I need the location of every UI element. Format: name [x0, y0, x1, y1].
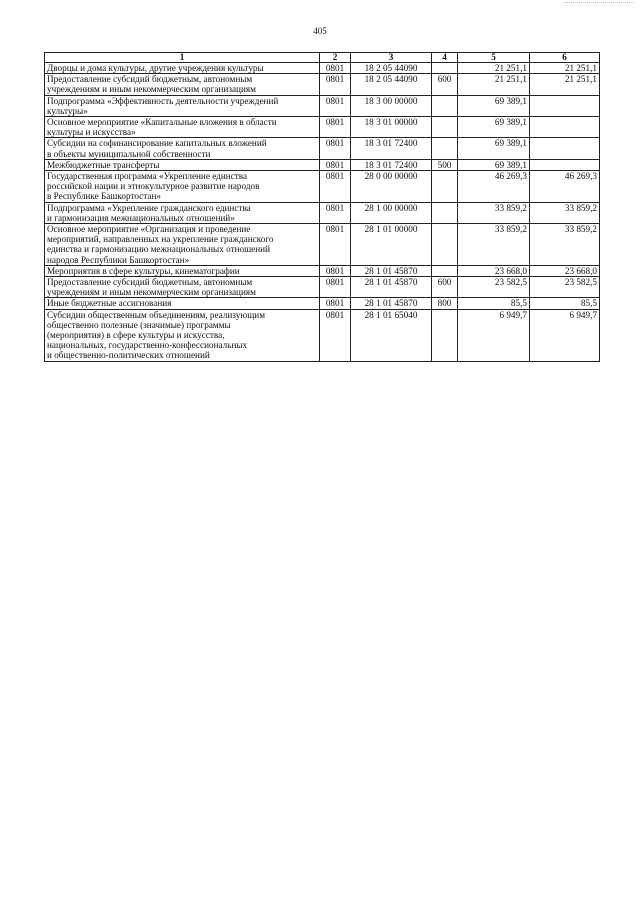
row-expense-type — [432, 224, 458, 266]
row-sum-col5: 21 251,1 — [458, 63, 530, 74]
row-expense-type — [432, 63, 458, 74]
row-expense-type — [432, 265, 458, 276]
row-target-code: 28 1 01 45870 — [351, 277, 432, 298]
row-name: Межбюджетные трансферты — [45, 159, 320, 170]
row-sum-col5: 33 859,2 — [458, 202, 530, 223]
row-sum-col6: 33 859,2 — [530, 202, 600, 223]
row-expense-type — [432, 138, 458, 159]
row-expense-type — [432, 202, 458, 223]
row-section-code: 0801 — [320, 298, 351, 309]
page-number: 405 — [313, 26, 327, 36]
row-expense-type: 600 — [432, 74, 458, 95]
row-name: Субсидии на софинансирование капитальных вложений в объекты муниципальной собственности — [45, 138, 320, 159]
row-section-code: 0801 — [320, 117, 351, 138]
table-body — [45, 63, 600, 362]
table-row — [45, 309, 600, 361]
row-sum-col5: 46 269,3 — [458, 171, 530, 203]
row-target-code: 18 3 00 00000 — [351, 95, 432, 116]
row-sum-col5: 6 949,7 — [458, 309, 530, 361]
row-name: Предоставление субсидий бюджетным, автономным учреждениям и иным некоммерческим организациям — [45, 277, 320, 298]
row-target-code: 18 3 01 72400 — [351, 138, 432, 159]
row-sum-col6: 46 269,3 — [530, 171, 600, 203]
row-section-code: 0801 — [320, 138, 351, 159]
row-sum-col6 — [530, 95, 600, 116]
row-name: Субсидии общественным объединениям, реализующим общественно полезные (значимые) программы (мероприятия) в сфере культуры и искусства, национальных, государственно-конфессиональных и общественно-политических отношений — [45, 309, 320, 361]
row-target-code: 28 1 01 45870 — [351, 265, 432, 276]
row-expense-type — [432, 309, 458, 361]
row-name: Дворцы и дома культуры, другие учреждения культуры — [45, 63, 320, 74]
row-section-code: 0801 — [320, 63, 351, 74]
row-sum-col6 — [530, 117, 600, 138]
header-col-1: 1 — [45, 53, 320, 63]
row-name: Предоставление субсидий бюджетным, автономным учреждениям и иным некоммерческим организациям — [45, 74, 320, 95]
row-sum-col5: 33 859,2 — [458, 224, 530, 266]
header-col-5: 5 — [458, 53, 530, 63]
row-sum-col5: 69 389,1 — [458, 159, 530, 170]
header-col-2: 2 — [320, 53, 351, 63]
row-expense-type: 500 — [432, 159, 458, 170]
table-row — [45, 95, 600, 116]
row-section-code: 0801 — [320, 202, 351, 223]
row-sum-col6: 23 668,0 — [530, 265, 600, 276]
row-target-code: 18 3 01 00000 — [351, 117, 432, 138]
row-target-code: 18 2 05 44090 — [351, 74, 432, 95]
row-name: Иные бюджетные ассигнования — [45, 298, 320, 309]
row-target-code: 18 2 05 44090 — [351, 63, 432, 74]
row-target-code: 18 3 01 72400 — [351, 159, 432, 170]
table-row — [45, 202, 600, 223]
row-sum-col6 — [530, 159, 600, 170]
header-col-6: 6 — [530, 53, 600, 63]
table-row — [45, 63, 600, 74]
header-col-4: 4 — [432, 53, 458, 63]
row-section-code: 0801 — [320, 159, 351, 170]
table-row — [45, 277, 600, 298]
row-sum-col5: 69 389,1 — [458, 117, 530, 138]
header-col-3: 3 — [351, 53, 432, 63]
table-row — [45, 265, 600, 276]
table-row — [45, 138, 600, 159]
table-row — [45, 117, 600, 138]
row-sum-col6 — [530, 138, 600, 159]
table-row — [45, 224, 600, 266]
row-expense-type — [432, 117, 458, 138]
table-row — [45, 171, 600, 203]
budget-table — [44, 52, 600, 362]
table-row — [45, 74, 600, 95]
row-name: Подпрограмма «Эффективность деятельности учреждений культуры» — [45, 95, 320, 116]
row-target-code: 28 1 01 00000 — [351, 224, 432, 266]
row-target-code: 28 0 00 00000 — [351, 171, 432, 203]
row-section-code: 0801 — [320, 171, 351, 203]
row-section-code: 0801 — [320, 74, 351, 95]
row-sum-col6: 85,5 — [530, 298, 600, 309]
table-row — [45, 298, 600, 309]
row-sum-col6: 6 949,7 — [530, 309, 600, 361]
row-expense-type — [432, 171, 458, 203]
row-sum-col5: 23 668,0 — [458, 265, 530, 276]
row-sum-col6: 23 582,5 — [530, 277, 600, 298]
row-expense-type: 600 — [432, 277, 458, 298]
row-sum-col5: 69 389,1 — [458, 138, 530, 159]
row-target-code: 28 1 00 00000 — [351, 202, 432, 223]
row-section-code: 0801 — [320, 277, 351, 298]
row-expense-type: 800 — [432, 298, 458, 309]
row-sum-col6: 21 251,1 — [530, 63, 600, 74]
row-sum-col6: 21 251,1 — [530, 74, 600, 95]
row-sum-col5: 85,5 — [458, 298, 530, 309]
row-section-code: 0801 — [320, 265, 351, 276]
header-row — [45, 53, 600, 63]
row-expense-type — [432, 95, 458, 116]
row-sum-col5: 21 251,1 — [458, 74, 530, 95]
row-name: Государственная программа «Укрепление единства российской нации и этнокультурное развитие народов в Республике Башкортостан» — [45, 171, 320, 203]
row-name: Мероприятия в сфере культуры, кинематографии — [45, 265, 320, 276]
scan-edge-mark — [564, 2, 634, 4]
row-sum-col5: 69 389,1 — [458, 95, 530, 116]
row-section-code: 0801 — [320, 95, 351, 116]
row-sum-col5: 23 582,5 — [458, 277, 530, 298]
table-row — [45, 159, 600, 170]
row-target-code: 28 1 01 65040 — [351, 309, 432, 361]
row-name: Основное мероприятие «Организация и проведение мероприятий, направленных на укрепление гражданского единства и гармонизацию межнациональных отношений народов Республики Башкортостан» — [45, 224, 320, 266]
row-section-code: 0801 — [320, 224, 351, 266]
row-target-code: 28 1 01 45870 — [351, 298, 432, 309]
row-section-code: 0801 — [320, 309, 351, 361]
row-name: Основное мероприятие «Капитальные вложения в области культуры и искусства» — [45, 117, 320, 138]
row-sum-col6: 33 859,2 — [530, 224, 600, 266]
row-name: Подпрограмма «Укрепление гражданского единства и гармонизация межнациональных отношений» — [45, 202, 320, 223]
